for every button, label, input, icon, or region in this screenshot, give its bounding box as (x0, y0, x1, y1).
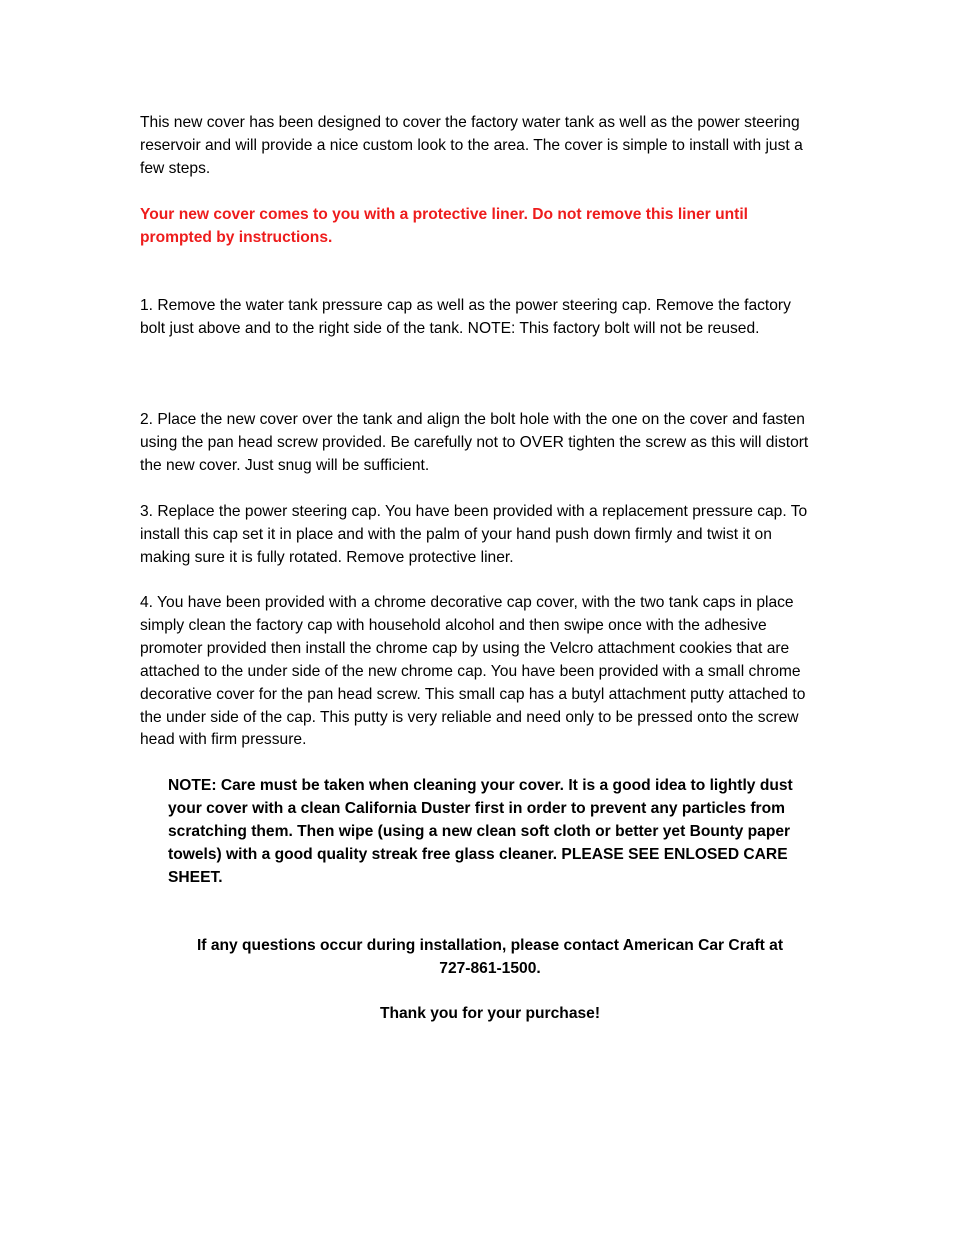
step-1: 1. Remove the water tank pressure cap as well as the power steering cap. Remove the factory bolt just above and to the right side of the tank. NOTE: This factory bolt will not be reused. (140, 297, 791, 337)
care-note: NOTE: Care must be taken when cleaning your cover. It is a good idea to lightly dust your cover with a clean California Duster first in order to prevent any particles from scratching them. Then wipe (using a new clean soft cloth or better yet Bounty paper towels) with a good quality streak free glass cleaner. PLEASE SEE ENLOSED CARE SHEET. (168, 777, 793, 886)
intro-paragraph: This new cover has been designed to cover the factory water tank as well as the power steering reservoir and will provide a nice custom look to the area. The cover is simple to install with just a few steps. (140, 114, 803, 177)
contact-line-1: If any questions occur during installation, please contact American Car Craft at (196, 937, 784, 954)
step-4: 4. You have been provided with a chrome decorative cap cover, with the two tank caps in place simply clean the factory cap with household alcohol and then swipe once with the adhesive promoter provided then install the chrome cap by using the Velcro attachment cookies that are attached to the under side of the new chrome cap. You have been provided with a small chrome decorative cover for the pan head screw. This small cap has a butyl attachment putty attached to the under side of the cap. This putty is very reliable and need only to be pressed onto the screw head with firm pressure. (140, 594, 806, 749)
step-3: 3. Replace the power steering cap. You have been provided with a replacement pressure cap. To install this cap set it in place and with the palm of your hand push down firmly and twist it on making sure it is fully rotated. Remove protective liner. (140, 503, 808, 566)
thank-you-line: Thank you for your purchase! (379, 1005, 601, 1022)
contact-phone: 727-861-1500. (439, 960, 541, 977)
protective-liner-warning: Your new cover comes to you with a protective liner. Do not remove this liner until prompted by instructions. (140, 206, 748, 246)
step-2: 2. Place the new cover over the tank and align the bolt hole with the one on the cover and fasten using the pan head screw provided. Be carefully not to OVER tighten the screw as this will distort the new cover. Just snug will be sufficient. (140, 411, 809, 474)
